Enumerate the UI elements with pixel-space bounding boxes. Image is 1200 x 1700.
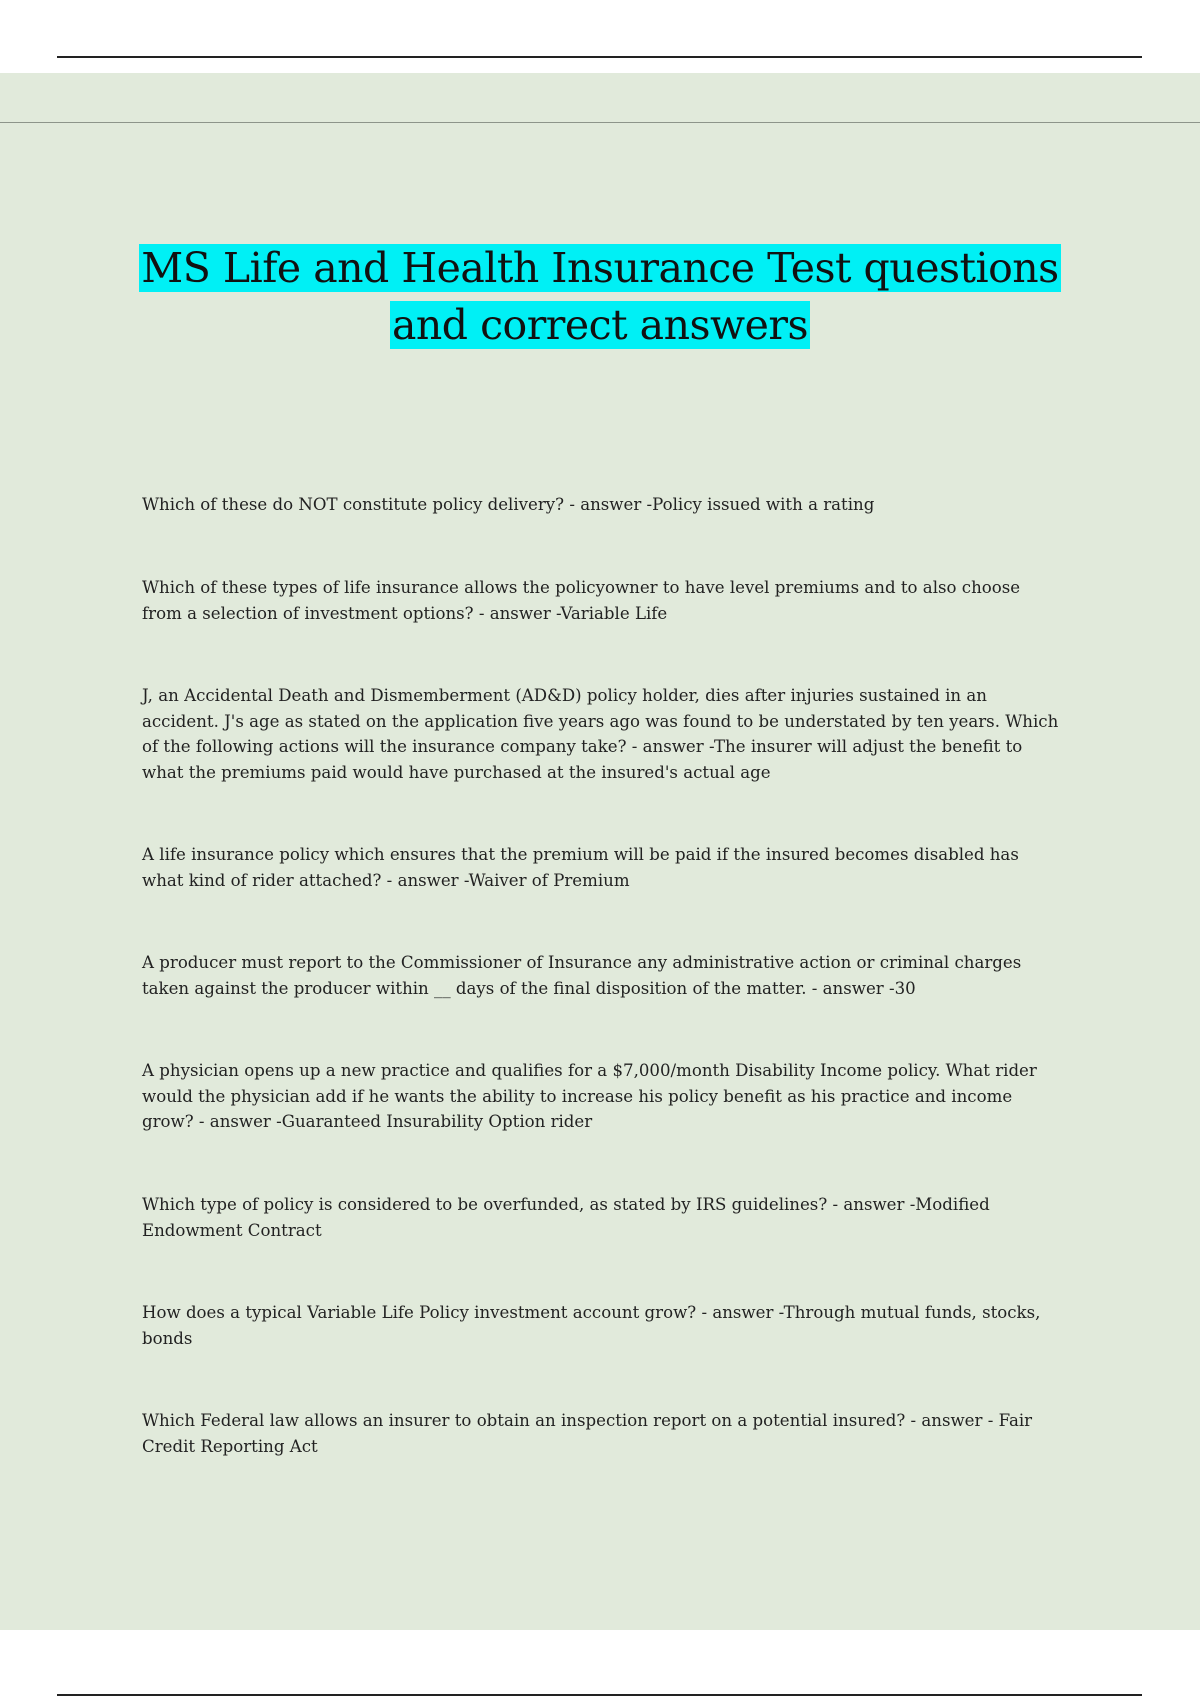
qa-item-5: A producer must report to the Commissioner of Insurance any administrative action or criminal charges taken against the producer within __ days of the final disposition of the matter. - answer -30 [142,953,1022,998]
footer-rule [57,1694,1142,1696]
qa-item-9: Which Federal law allows an insurer to obtain an inspection report on a potential insured? - answer - Fair Credit Reporting Act [142,1411,1033,1456]
title-line-2: and correct answers [391,301,809,349]
title-line-1: MS Life and Health Insurance Test questions [141,244,1059,292]
qa-item-7: Which type of policy is considered to be overfunded, as stated by IRS guidelines? - answer -Modified Endowment Contract [142,1195,990,1240]
document-title [110,240,1090,354]
qa-item-1: Which of these do NOT constitute policy delivery? - answer -Policy issued with a rating [142,495,875,514]
qa-item-6: A physician opens up a new practice and qualifies for a $7,000/month Disability Income policy. What rider would the physician add if he wants the ability to increase his policy benefit as his practice and income grow? - answer -Guaranteed Insurability Option rider [142,1061,1037,1131]
qa-item-3: J, an Accidental Death and Dismemberment (AD&D) policy holder, dies after injuries sustained in an accident. J's age as stated on the application five years ago was found to be understated by ten years. Which of the following actions will the insurance company take? - answer -The insurer will adjust the benefit to what the premiums paid would have purchased at the insured's actual age [142,686,1059,782]
header-rule [57,56,1142,58]
page-divider [0,122,1200,123]
qa-item-8: How does a typical Variable Life Policy investment account grow? - answer -Through mutual funds, stocks, bonds [142,1303,1041,1348]
qa-item-2: Which of these types of life insurance allows the policyowner to have level premiums and to also choose from a selection of investment options? - answer -Variable Life [142,578,1021,623]
qa-item-4: A life insurance policy which ensures that the premium will be paid if the insured becomes disabled has what kind of rider attached? - answer -Waiver of Premium [142,845,1019,890]
